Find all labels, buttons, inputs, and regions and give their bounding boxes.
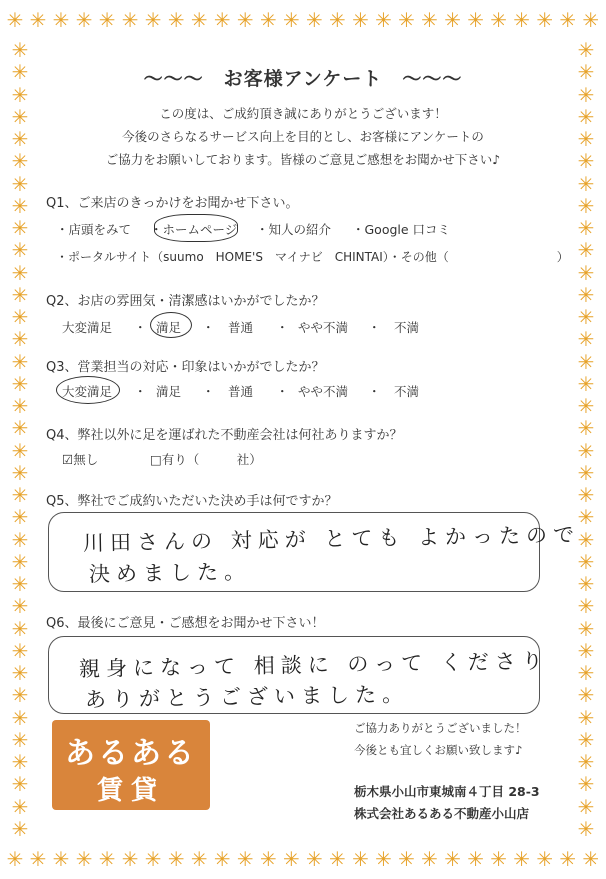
q3-sep: ・ bbox=[276, 384, 289, 399]
border-star-icon: ✳ bbox=[577, 705, 595, 730]
border-star-icon: ✳ bbox=[11, 193, 29, 218]
q2-sep: ・ bbox=[276, 320, 289, 335]
border-star-icon: ✳ bbox=[11, 60, 29, 85]
border-star-icon: ✳ bbox=[213, 8, 231, 32]
border-star-icon: ✳ bbox=[577, 460, 595, 485]
border-star-icon: ✳ bbox=[282, 847, 300, 871]
intro-line: ご協力をお願いしております。皆様のご意見ご感想をお聞かせ下さい♪ bbox=[105, 152, 501, 167]
q4-label: Q4、弊社以外に足を運ばれた不動産会社は何社ありますか？ bbox=[46, 428, 403, 443]
border-star-icon: ✳ bbox=[398, 847, 415, 871]
q3-label: Q3、営業担当の対応・印象はいかがでしたか？ bbox=[46, 360, 325, 375]
border-star-icon: ✳ bbox=[259, 847, 277, 871]
border-top bbox=[0, 0, 606, 40]
q3-option[interactable]: 満足 bbox=[156, 384, 182, 399]
border-star-icon: ✳ bbox=[577, 104, 595, 129]
border-star-icon: ✳ bbox=[577, 371, 595, 396]
border-star-icon: ✳ bbox=[577, 638, 595, 663]
border-star-icon: ✳ bbox=[559, 847, 577, 871]
logo-text: あるある bbox=[65, 736, 197, 771]
border-star-icon: ✳ bbox=[75, 847, 93, 871]
border-star-icon: ✳ bbox=[29, 847, 47, 871]
company-address: 栃木県小山市東城南４丁目 28-3 bbox=[354, 784, 540, 799]
border-star-icon: ✳ bbox=[559, 8, 577, 32]
border-star-icon: ✳ bbox=[577, 438, 595, 463]
q6-answer-line: 親身になって 相談に のって くださり bbox=[78, 648, 550, 682]
border-star-icon: ✳ bbox=[577, 171, 595, 196]
border-star-icon: ✳ bbox=[11, 572, 29, 596]
border-star-icon: ✳ bbox=[536, 8, 554, 32]
border-star-icon: ✳ bbox=[11, 438, 29, 463]
q4-option-none[interactable]: ☑無し bbox=[62, 452, 99, 467]
q6-label: Q6、最後にご意見・ご感想をお聞かせ下さい！ bbox=[46, 616, 325, 631]
border-star-icon: ✳ bbox=[577, 238, 595, 263]
border-star-icon: ✳ bbox=[577, 60, 595, 85]
border-star-icon: ✳ bbox=[577, 305, 595, 329]
q3-option-selected[interactable]: 大変満足 bbox=[62, 384, 113, 399]
border-star-icon: ✳ bbox=[6, 8, 24, 32]
border-star-icon: ✳ bbox=[329, 8, 346, 32]
border-star-icon: ✳ bbox=[11, 371, 29, 396]
border-left bbox=[0, 40, 40, 839]
border-star-icon: ✳ bbox=[577, 750, 595, 774]
q2-label: Q2、お店の雰囲気・清潔感はいかがでしたか？ bbox=[46, 294, 325, 309]
border-right bbox=[566, 40, 606, 839]
border-star-icon: ✳ bbox=[11, 527, 29, 552]
border-star-icon: ✳ bbox=[11, 816, 29, 841]
border-star-icon: ✳ bbox=[577, 505, 595, 530]
border-star-icon: ✳ bbox=[352, 8, 369, 32]
border-star-icon: ✳ bbox=[144, 847, 162, 871]
q1-option-selected[interactable]: ・ホームページ bbox=[150, 222, 238, 237]
border-star-icon: ✳ bbox=[306, 8, 323, 32]
q3-option[interactable]: やや不満 bbox=[298, 384, 349, 399]
border-star-icon: ✳ bbox=[421, 847, 438, 871]
border-star-icon: ✳ bbox=[11, 327, 29, 352]
border-star-icon: ✳ bbox=[11, 394, 29, 418]
border-star-icon: ✳ bbox=[11, 750, 29, 774]
border-star-icon: ✳ bbox=[577, 572, 595, 596]
border-star-icon: ✳ bbox=[513, 8, 531, 32]
border-star-icon: ✳ bbox=[490, 847, 508, 871]
border-star-icon: ✳ bbox=[577, 416, 595, 441]
q2-sep: ・ bbox=[368, 320, 381, 335]
intro-line: 今後のさらなるサービス向上を目的とし、お客様にアンケートの bbox=[122, 129, 484, 144]
border-star-icon: ✳ bbox=[11, 82, 29, 107]
border-star-icon: ✳ bbox=[167, 847, 185, 871]
border-star-icon: ✳ bbox=[11, 260, 29, 285]
border-star-icon: ✳ bbox=[11, 38, 29, 62]
q2-option[interactable]: 大変満足 bbox=[62, 320, 113, 335]
border-star-icon: ✳ bbox=[513, 847, 531, 871]
logo-text: 賃貸 bbox=[96, 776, 165, 806]
border-star-icon: ✳ bbox=[11, 349, 29, 374]
border-star-icon: ✳ bbox=[11, 216, 29, 240]
border-star-icon: ✳ bbox=[6, 847, 24, 871]
border-star-icon: ✳ bbox=[236, 8, 254, 32]
q2-option[interactable]: 普通 bbox=[228, 320, 254, 335]
border-star-icon: ✳ bbox=[11, 483, 29, 507]
border-star-icon: ✳ bbox=[577, 527, 595, 552]
q1-option[interactable]: ・知人の紹介 bbox=[256, 222, 332, 237]
q3-option[interactable]: 普通 bbox=[228, 384, 254, 399]
q2-option[interactable]: 不満 bbox=[394, 320, 420, 335]
border-star-icon: ✳ bbox=[577, 82, 595, 107]
border-bottom bbox=[0, 839, 606, 879]
border-star-icon: ✳ bbox=[577, 149, 595, 174]
q3-option[interactable]: 不満 bbox=[394, 384, 420, 399]
border-star-icon: ✳ bbox=[11, 416, 29, 441]
border-star-icon: ✳ bbox=[11, 505, 29, 530]
border-star-icon: ✳ bbox=[577, 38, 595, 62]
border-star-icon: ✳ bbox=[11, 104, 29, 129]
border-star-icon: ✳ bbox=[577, 483, 595, 507]
q4-option-some[interactable]: □有り（ 社） bbox=[150, 452, 262, 467]
border-star-icon: ✳ bbox=[11, 549, 29, 574]
page-title: ～～～ お客様アンケート ～～～ bbox=[143, 68, 463, 90]
border-star-icon: ✳ bbox=[259, 8, 277, 32]
border-star-icon: ✳ bbox=[536, 847, 554, 871]
border-star-icon: ✳ bbox=[467, 8, 484, 32]
border-star-icon: ✳ bbox=[29, 8, 47, 32]
border-star-icon: ✳ bbox=[577, 216, 595, 240]
border-star-icon: ✳ bbox=[190, 8, 208, 32]
border-star-icon: ✳ bbox=[577, 794, 595, 819]
border-star-icon: ✳ bbox=[11, 149, 29, 174]
thanks-line: 今後とも宜しくお願い致します♪ bbox=[354, 743, 523, 757]
border-star-icon: ✳ bbox=[375, 847, 392, 871]
border-star-icon: ✳ bbox=[11, 238, 29, 263]
border-star-icon: ✳ bbox=[421, 8, 438, 32]
q5-answer-line: 決めました。 bbox=[88, 559, 252, 587]
border-star-icon: ✳ bbox=[144, 8, 162, 32]
thanks-line: ご協力ありがとうございました！ bbox=[354, 721, 527, 735]
border-star-icon: ✳ bbox=[98, 847, 116, 871]
q5-answer-line: 川田さんの 対応が とても よかったので bbox=[82, 522, 581, 556]
q3-sep: ・ bbox=[202, 384, 215, 399]
border-star-icon: ✳ bbox=[11, 638, 29, 663]
border-star-icon: ✳ bbox=[11, 683, 29, 708]
q2-sep: ・ bbox=[202, 320, 215, 335]
border-star-icon: ✳ bbox=[577, 683, 595, 708]
border-star-icon: ✳ bbox=[444, 847, 461, 871]
border-star-icon: ✳ bbox=[190, 847, 208, 871]
border-star-icon: ✳ bbox=[11, 616, 29, 641]
border-star-icon: ✳ bbox=[398, 8, 415, 32]
border-star-icon: ✳ bbox=[121, 8, 139, 32]
border-star-icon: ✳ bbox=[577, 772, 595, 797]
q6-answer-box[interactable] bbox=[48, 636, 550, 714]
border-star-icon: ✳ bbox=[121, 847, 139, 871]
border-star-icon: ✳ bbox=[577, 594, 595, 619]
border-star-icon: ✳ bbox=[375, 8, 392, 32]
border-star-icon: ✳ bbox=[11, 594, 29, 619]
border-star-icon: ✳ bbox=[11, 305, 29, 329]
border-star-icon: ✳ bbox=[75, 8, 93, 32]
q2-option[interactable]: やや不満 bbox=[298, 320, 349, 335]
q2-option-selected[interactable]: 満足 bbox=[156, 320, 182, 335]
selection-circle bbox=[56, 376, 120, 404]
company-name: 株式会社あるある不動産小山店 bbox=[354, 806, 530, 821]
border-star-icon: ✳ bbox=[577, 616, 595, 641]
border-star-icon: ✳ bbox=[577, 661, 595, 685]
border-star-icon: ✳ bbox=[577, 193, 595, 218]
border-star-icon: ✳ bbox=[306, 847, 323, 871]
intro-text bbox=[42, 102, 564, 171]
border-star-icon: ✳ bbox=[98, 8, 116, 32]
border-star-icon: ✳ bbox=[11, 127, 29, 151]
border-star-icon: ✳ bbox=[236, 847, 254, 871]
selection-circle bbox=[150, 312, 192, 338]
border-star-icon: ✳ bbox=[11, 772, 29, 797]
border-star-icon: ✳ bbox=[582, 847, 600, 871]
border-star-icon: ✳ bbox=[577, 327, 595, 352]
q1-label: Q1、ご来店のきっかけをお聞かせ下さい。 bbox=[46, 196, 299, 211]
border-star-icon: ✳ bbox=[577, 549, 595, 574]
border-star-icon: ✳ bbox=[577, 282, 595, 307]
border-star-icon: ✳ bbox=[577, 260, 595, 285]
border-star-icon: ✳ bbox=[282, 8, 300, 32]
q1-option[interactable]: ・店頭をみて bbox=[56, 222, 132, 237]
border-star-icon: ✳ bbox=[11, 460, 29, 485]
q6-answer-line: ありがとうございました。 bbox=[84, 682, 410, 712]
border-star-icon: ✳ bbox=[577, 727, 595, 752]
border-star-icon: ✳ bbox=[11, 727, 29, 752]
q1-option-row2[interactable]: ・ポータルサイト（suumo HOME'S マイナビ CHINTAI）・その他（ ） bbox=[56, 250, 569, 264]
intro-line: この度は、ご成約頂き誠にありがとうございます！ bbox=[159, 106, 447, 121]
q3-sep: ・ bbox=[134, 384, 147, 399]
border-star-icon: ✳ bbox=[11, 794, 29, 819]
border-star-icon: ✳ bbox=[167, 8, 185, 32]
border-star-icon: ✳ bbox=[582, 8, 600, 32]
border-star-icon: ✳ bbox=[577, 349, 595, 374]
border-star-icon: ✳ bbox=[490, 8, 508, 32]
company-logo bbox=[52, 720, 210, 810]
border-star-icon: ✳ bbox=[577, 394, 595, 418]
border-star-icon: ✳ bbox=[52, 847, 70, 871]
q2-sep: ・ bbox=[134, 320, 147, 335]
q1-option[interactable]: ・Google 口コミ bbox=[352, 222, 451, 237]
border-star-icon: ✳ bbox=[213, 847, 231, 871]
q5-label: Q5、弊社でご成約いただいた決め手は何ですか？ bbox=[46, 494, 338, 509]
border-star-icon: ✳ bbox=[444, 8, 461, 32]
border-star-icon: ✳ bbox=[52, 8, 70, 32]
border-star-icon: ✳ bbox=[11, 282, 29, 307]
border-star-icon: ✳ bbox=[352, 847, 369, 871]
border-star-icon: ✳ bbox=[329, 847, 346, 871]
border-star-icon: ✳ bbox=[11, 705, 29, 730]
q3-sep: ・ bbox=[368, 384, 381, 399]
q5-answer-box[interactable] bbox=[48, 512, 581, 592]
border-star-icon: ✳ bbox=[11, 661, 29, 685]
border-star-icon: ✳ bbox=[467, 847, 484, 871]
border-star-icon: ✳ bbox=[11, 171, 29, 196]
survey-form bbox=[42, 44, 581, 834]
border-star-icon: ✳ bbox=[577, 816, 595, 841]
border-star-icon: ✳ bbox=[577, 127, 595, 151]
selection-circle bbox=[154, 214, 238, 242]
